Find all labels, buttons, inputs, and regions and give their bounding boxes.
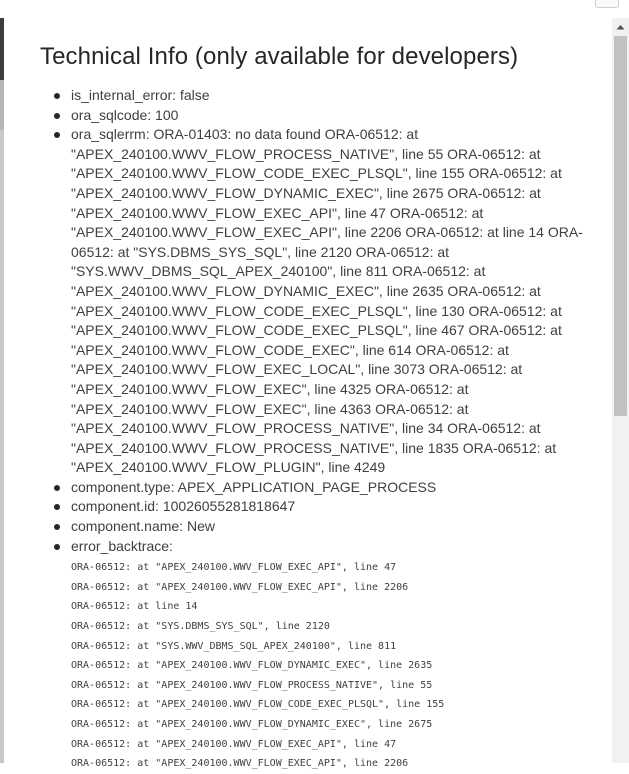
sqlerrm-line: "APEX_240100.WWV_FLOW_PROCESS_NATIVE", line 1835 ORA-06512: at — [71, 439, 557, 456]
info-item-component-type: component.type: APEX_APPLICATION_PAGE_PROCESS — [71, 478, 608, 498]
info-item-component-name: component.name: New — [71, 517, 608, 537]
info-item-ora-sqlerrm — [71, 125, 608, 478]
dialog-close-button[interactable] — [595, 0, 619, 8]
backtrace-line: ORA-06512: at "SYS.DBMS_SYS_SQL", line 2120 — [71, 621, 330, 633]
backtrace-line: ORA-06512: at line 14 — [71, 601, 198, 613]
backtrace-line: ORA-06512: at "APEX_240100.WWV_FLOW_EXEC_API", line 2206 — [71, 581, 409, 593]
sqlerrm-line: "APEX_240100.WWV_FLOW_EXEC_API", line 2206 ORA-06512: at line 14 ORA- — [71, 224, 583, 241]
backtrace-line: ORA-06512: at "APEX_240100.WWV_FLOW_EXEC_API", line 47 — [71, 562, 397, 574]
sqlerrm-line: "APEX_240100.WWV_FLOW_PROCESS_NATIVE", line 55 ORA-06512: at — [71, 145, 541, 162]
sqlerrm-line: "APEX_240100.WWV_FLOW_CODE_EXEC_PLSQL", line 155 ORA-06512: at — [71, 165, 562, 182]
background-edge-light — [0, 130, 4, 763]
info-item-is-internal-error: is_internal_error: false — [71, 86, 608, 106]
background-edge-mid — [0, 80, 4, 130]
dialog-title: Technical Info (only available for developers) — [40, 43, 519, 70]
background-page-edge — [0, 0, 4, 763]
technical-info-panel — [40, 42, 608, 774]
info-item-error-backtrace — [71, 537, 608, 774]
dialog-top-strip — [0, 0, 629, 18]
sqlerrm-line: "APEX_240100.WWV_FLOW_EXEC_LOCAL", line 3073 ORA-06512: at — [71, 361, 523, 378]
backtrace-line: ORA-06512: at "APEX_240100.WWV_FLOW_DYNAMIC_EXEC", line 2635 — [71, 660, 433, 672]
backtrace-line: ORA-06512: at "SYS.WWV_DBMS_SQL_APEX_240100", line 811 — [71, 640, 397, 652]
sqlerrm-line: "APEX_240100.WWV_FLOW_EXEC", line 4363 ORA-06512: at — [71, 400, 469, 417]
scroll-up-button[interactable] — [612, 18, 629, 35]
sqlerrm-line: "APEX_240100.WWV_FLOW_CODE_EXEC", line 614 ORA-06512: at — [71, 341, 509, 358]
sqlerrm-line: "APEX_240100.WWV_FLOW_PLUGIN", line 4249 — [71, 459, 386, 476]
sqlerrm-line: "APEX_240100.WWV_FLOW_CODE_EXEC_PLSQL", line 467 ORA-06512: at — [71, 322, 562, 339]
info-item-ora-sqlcode: ora_sqlcode: 100 — [71, 106, 608, 126]
sqlerrm-line: "APEX_240100.WWV_FLOW_DYNAMIC_EXEC", line 2675 ORA-06512: at — [71, 184, 541, 201]
scrollbar-thumb[interactable] — [614, 36, 627, 416]
sqlerrm-line: "APEX_240100.WWV_FLOW_CODE_EXEC_PLSQL", line 130 ORA-06512: at — [71, 302, 562, 319]
sqlerrm-line: "APEX_240100.WWV_FLOW_PROCESS_NATIVE", line 34 ORA-06512: at — [71, 420, 541, 437]
sqlerrm-line: 06512: at "SYS.DBMS_SYS_SQL", line 2120 ORA-06512: at — [71, 243, 450, 260]
backtrace-line: ORA-06512: at "APEX_240100.WWV_FLOW_DYNAMIC_EXEC", line 2675 — [71, 719, 433, 730]
error-backtrace-label: error_backtrace: — [71, 537, 173, 554]
chevron-up-icon — [616, 24, 625, 30]
backtrace-line: ORA-06512: at "APEX_240100.WWV_FLOW_EXEC_API", line 47 — [71, 738, 397, 750]
sqlerrm-line: "APEX_240100.WWV_FLOW_EXEC", line 4325 ORA-06512: at — [71, 380, 469, 397]
sqlerrm-line: "APEX_240100.WWV_FLOW_DYNAMIC_EXEC", line 2635 ORA-06512: at — [71, 282, 541, 299]
info-item-component-id: component.id: 10026055281818647 — [71, 497, 608, 517]
backtrace-line: ORA-06512: at "APEX_240100.WWV_FLOW_PROCESS_NATIVE", line 55 — [71, 679, 433, 691]
sqlerrm-line: ora_sqlerrm: ORA-01403: no data found ORA-06512: at — [71, 126, 419, 143]
error-backtrace-list — [71, 558, 608, 774]
technical-info-list — [40, 86, 608, 774]
sqlerrm-line: "APEX_240100.WWV_FLOW_EXEC_API", line 47 ORA-06512: at — [71, 204, 484, 221]
backtrace-line: ORA-06512: at "APEX_240100.WWV_FLOW_EXEC_API", line 2206 — [71, 758, 409, 770]
backtrace-line: ORA-06512: at "APEX_240100.WWV_FLOW_CODE_EXEC_PLSQL", line 155 — [71, 699, 445, 711]
sqlerrm-line: "SYS.WWV_DBMS_SQL_APEX_240100", line 811 ORA-06512: at — [71, 263, 486, 280]
